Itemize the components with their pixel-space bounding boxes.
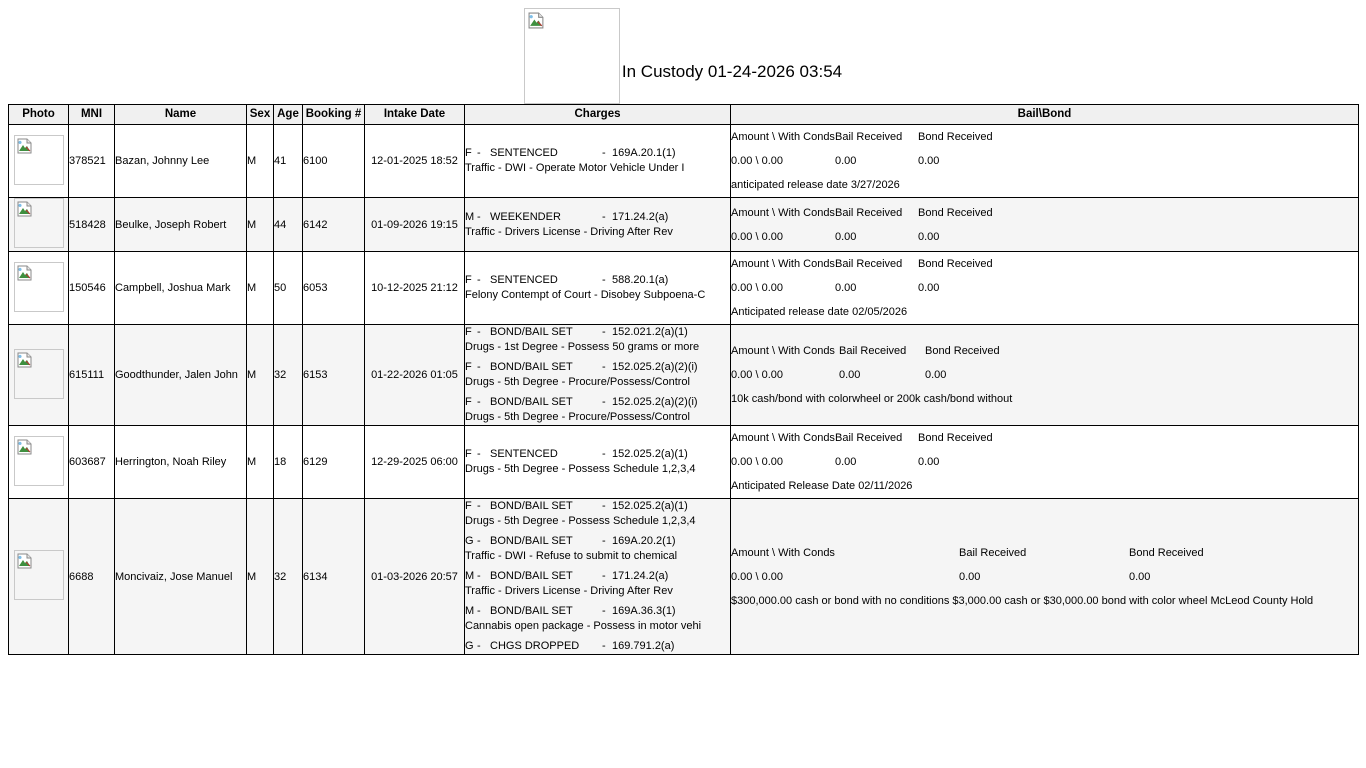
bail-bond-value-row <box>731 450 1358 474</box>
charge-statute-code: 171.24.2(a) <box>612 570 669 582</box>
bail-bond-grid <box>731 339 1358 411</box>
column-header-name[interactable]: Name <box>115 105 247 125</box>
charge-status: BOND/BAIL SET <box>490 361 573 373</box>
bail-bond-grid <box>731 201 1358 249</box>
bail-received-header: Bail Received <box>959 546 1027 559</box>
bail-bond-header-row <box>731 339 1358 363</box>
charge-description: Drugs - 5th Degree - Possess Schedule 1,2,3,4 <box>465 463 696 475</box>
charge-separator: - <box>602 640 606 652</box>
charge-status: BOND/BAIL SET <box>490 500 573 512</box>
inmate-photo-placeholder <box>14 198 64 248</box>
bail-received-value: 0.00 <box>835 456 857 468</box>
table-row[interactable] <box>9 125 1359 198</box>
column-header-photo[interactable]: Photo <box>9 105 69 125</box>
bail-bond-value-row <box>731 149 1358 173</box>
charge-level: M <box>465 210 475 223</box>
charge-separator: - <box>602 448 606 460</box>
bond-received-header: Bond Received <box>918 131 993 143</box>
charge-separator: - <box>602 396 606 408</box>
charge-summary-line <box>465 325 730 340</box>
table-body <box>9 125 1359 655</box>
inmate-bail-bond-cell <box>731 325 1359 426</box>
charge-separator: - <box>602 210 606 223</box>
charge-status: BOND/BAIL SET <box>490 570 573 582</box>
charge-dash: - <box>477 147 481 159</box>
broken-image-icon <box>17 201 33 217</box>
charge-status: CHGS DROPPED <box>490 640 580 652</box>
charge-dash: - <box>477 361 481 373</box>
inmate-photo-placeholder <box>14 349 64 399</box>
bail-received-header: Bail Received <box>835 131 903 143</box>
bond-received-header: Bond Received <box>918 432 993 444</box>
inmate-mni: 150546 <box>69 252 115 325</box>
charge-level: M <box>465 605 475 617</box>
broken-image-icon <box>17 265 33 281</box>
charge-level: F <box>465 500 472 512</box>
bail-bond-note: Anticipated Release Date 02/11/2026 <box>731 480 913 492</box>
charge-dash: - <box>477 570 481 582</box>
bail-received-header: Bail Received <box>839 345 907 357</box>
charge-description: Drugs - 5th Degree - Procure/Possess/Control <box>465 411 690 423</box>
charge-entry <box>465 210 730 240</box>
charge-entry <box>465 325 730 355</box>
bail-amount-value: 0.00 \ 0.00 <box>731 456 783 468</box>
inmate-bail-bond-cell <box>731 426 1359 499</box>
column-header-bail[interactable]: Bail\Bond <box>731 105 1359 125</box>
charge-separator: - <box>602 605 606 617</box>
column-header-intake[interactable]: Intake Date <box>365 105 465 125</box>
broken-image-icon <box>17 553 33 569</box>
bond-received-value: 0.00 <box>918 230 940 243</box>
bail-bond-header-row <box>731 125 1358 149</box>
inmate-name: Beulke, Joseph Robert <box>115 198 247 252</box>
charge-dash: - <box>477 326 481 338</box>
header-inner <box>524 6 842 104</box>
bail-bond-grid <box>731 541 1358 613</box>
charge-summary-line <box>465 146 730 161</box>
inmate-photo-placeholder <box>14 135 64 185</box>
column-header-mni[interactable]: MNI <box>69 105 115 125</box>
bail-bond-header-row <box>731 201 1358 225</box>
bond-received-header: Bond Received <box>925 345 1000 357</box>
bail-amount-value: 0.00 \ 0.00 <box>731 282 783 294</box>
charge-dash: - <box>477 500 481 512</box>
charge-level: F <box>465 326 472 338</box>
charge-entry <box>465 360 730 390</box>
table-header-row <box>9 105 1359 125</box>
inmate-age: 32 <box>274 499 303 655</box>
column-header-charges[interactable]: Charges <box>465 105 731 125</box>
charge-separator: - <box>602 570 606 582</box>
charge-statute-code: 152.025.2(a)(2)(i) <box>612 361 698 373</box>
bail-amount-value: 0.00 \ 0.00 <box>731 369 783 381</box>
charge-summary-line <box>465 534 730 549</box>
charge-description: Traffic - DWI - Refuse to submit to chemical <box>465 550 678 562</box>
charge-statute-code: 169.791.2(a) <box>612 640 675 652</box>
charge-entry <box>465 499 730 529</box>
charge-level: M <box>465 570 475 582</box>
bail-received-value: 0.00 <box>959 570 981 583</box>
table-row[interactable] <box>9 198 1359 252</box>
charge-summary-line <box>465 447 730 462</box>
inmate-photo-cell <box>9 252 69 325</box>
charge-summary-line <box>465 639 730 654</box>
bail-received-header: Bail Received <box>835 432 903 444</box>
inmate-photo-cell <box>9 125 69 198</box>
charge-entry <box>465 534 730 564</box>
inmate-sex: M <box>247 426 274 499</box>
table-row[interactable] <box>9 252 1359 325</box>
charge-statute-code: 169A.20.2(1) <box>612 535 676 547</box>
bail-bond-header-row <box>731 541 1358 565</box>
custody-table-wrapper <box>0 104 1366 655</box>
bond-received-value: 0.00 <box>1129 570 1151 583</box>
broken-image-icon <box>17 352 33 368</box>
bail-received-value: 0.00 <box>835 155 857 167</box>
bail-bond-grid <box>731 125 1358 197</box>
table-header <box>9 105 1359 125</box>
inmate-mni: 615111 <box>69 325 115 426</box>
inmate-booking-number: 6153 <box>303 325 365 426</box>
charge-status: BOND/BAIL SET <box>490 396 573 408</box>
charge-statute-code: 152.025.2(a)(2)(i) <box>612 396 698 408</box>
charge-separator: - <box>602 361 606 373</box>
inmate-name: Herrington, Noah Riley <box>115 426 247 499</box>
bail-amount-header: Amount \ With Conds <box>731 258 835 270</box>
inmate-bail-bond-cell <box>731 499 1359 655</box>
bond-received-header: Bond Received <box>1129 546 1204 559</box>
inmate-name: Campbell, Joshua Mark <box>115 252 247 325</box>
column-header-sex[interactable]: Sex <box>247 105 274 125</box>
bail-amount-header: Amount \ With Conds <box>731 345 835 357</box>
bail-amount-header: Amount \ With Conds <box>731 206 835 219</box>
charge-summary-line <box>465 360 730 375</box>
charge-statute-code: 152.025.2(a)(1) <box>612 500 688 512</box>
charge-statute-code: 152.021.2(a)(1) <box>612 326 688 338</box>
bail-bond-value-row <box>731 225 1358 249</box>
inmate-booking-number: 6129 <box>303 426 365 499</box>
inmate-intake-date: 01-22-2026 01:05 <box>365 325 465 426</box>
inmate-photo-placeholder <box>14 436 64 486</box>
charge-entry <box>465 639 730 654</box>
inmate-bail-bond-cell <box>731 198 1359 252</box>
page-header <box>0 0 1366 104</box>
bail-amount-value: 0.00 \ 0.00 <box>731 155 783 167</box>
charge-entry <box>465 604 730 634</box>
charge-separator: - <box>602 535 606 547</box>
bail-bond-value-row <box>731 276 1358 300</box>
bail-bond-header-row <box>731 252 1358 276</box>
inmate-intake-date: 12-01-2025 18:52 <box>365 125 465 198</box>
charge-dash: - <box>477 210 481 223</box>
charge-level: F <box>465 396 472 408</box>
agency-logo-placeholder <box>524 8 620 104</box>
bail-bond-grid <box>731 426 1358 498</box>
table-row[interactable] <box>9 499 1359 655</box>
inmate-booking-number: 6142 <box>303 198 365 252</box>
charge-summary-line <box>465 569 730 584</box>
inmate-mni: 6688 <box>69 499 115 655</box>
inmate-charges-cell <box>465 252 731 325</box>
charge-level: G <box>465 640 474 652</box>
inmate-charges-cell <box>465 426 731 499</box>
charge-description: Traffic - Drivers License - Driving After Rev <box>465 585 673 597</box>
inmate-charges-cell <box>465 325 731 426</box>
charge-entry <box>465 146 730 176</box>
inmate-photo-placeholder <box>14 262 64 312</box>
charge-status: SENTENCED <box>490 448 558 460</box>
inmate-booking-number: 6100 <box>303 125 365 198</box>
bond-received-header: Bond Received <box>918 258 993 270</box>
charge-summary-line <box>465 395 730 410</box>
broken-image-icon <box>17 439 33 455</box>
charge-description: Felony Contempt of Court - Disobey Subpoena-C <box>465 289 706 301</box>
inmate-photo-placeholder <box>14 550 64 600</box>
charge-status: WEEKENDER <box>490 210 561 223</box>
inmate-mni: 518428 <box>69 198 115 252</box>
bail-bond-note: Anticipated release date 02/05/2026 <box>731 306 908 318</box>
charge-statute-code: 588.20.1(a) <box>612 274 669 286</box>
charge-description: Cannabis open package - Possess in motor vehi <box>465 620 702 632</box>
column-header-age[interactable]: Age <box>274 105 303 125</box>
bond-received-value: 0.00 <box>918 155 940 167</box>
charge-status: BOND/BAIL SET <box>490 326 573 338</box>
charge-summary-line <box>465 499 730 514</box>
inmate-name: Bazan, Johnny Lee <box>115 125 247 198</box>
charge-description: Drugs - 5th Degree - Possess Schedule 1,2,3,4 <box>465 515 696 527</box>
charge-description: Traffic - DWI - Operate Motor Vehicle Under I <box>465 162 685 174</box>
bail-bond-note: anticipated release date 3/27/2026 <box>731 179 900 191</box>
bail-bond-header-row <box>731 426 1358 450</box>
charge-level: F <box>465 448 472 460</box>
charge-separator: - <box>602 326 606 338</box>
bail-received-header: Bail Received <box>835 258 903 270</box>
inmate-booking-number: 6134 <box>303 499 365 655</box>
bond-received-value: 0.00 <box>918 456 940 468</box>
bail-bond-note: 10k cash/bond with colorwheel or 200k cash/bond without <box>731 393 1013 405</box>
bail-received-value: 0.00 <box>839 369 861 381</box>
charge-summary-line <box>465 604 730 619</box>
bail-amount-header: Amount \ With Conds <box>731 131 835 143</box>
bail-amount-value: 0.00 \ 0.00 <box>731 230 783 243</box>
charge-entry <box>465 395 730 425</box>
charge-entry <box>465 273 730 303</box>
inmate-sex: M <box>247 499 274 655</box>
bail-received-value: 0.00 <box>835 282 857 294</box>
table-row[interactable] <box>9 325 1359 426</box>
inmate-bail-bond-cell <box>731 125 1359 198</box>
inmate-mni: 603687 <box>69 426 115 499</box>
inmate-charges-cell <box>465 198 731 252</box>
bail-amount-header: Amount \ With Conds <box>731 432 835 444</box>
inmate-intake-date: 01-03-2026 20:57 <box>365 499 465 655</box>
inmate-charges-cell <box>465 125 731 198</box>
broken-image-icon <box>17 138 33 154</box>
inmate-booking-number: 6053 <box>303 252 365 325</box>
charge-status: SENTENCED <box>490 147 558 159</box>
charge-status: BOND/BAIL SET <box>490 535 573 547</box>
inmate-intake-date: 12-29-2025 06:00 <box>365 426 465 499</box>
charge-description: Drugs - 5th Degree - Procure/Possess/Control <box>465 376 690 388</box>
inmate-age: 32 <box>274 325 303 426</box>
inmate-sex: M <box>247 198 274 252</box>
inmate-sex: M <box>247 125 274 198</box>
bail-bond-grid <box>731 252 1358 324</box>
table-row[interactable] <box>9 426 1359 499</box>
inmate-intake-date: 01-09-2026 19:15 <box>365 198 465 252</box>
charge-separator: - <box>602 500 606 512</box>
inmate-sex: M <box>247 325 274 426</box>
charge-entry <box>465 447 730 477</box>
charge-status: BOND/BAIL SET <box>490 605 573 617</box>
charge-statute-code: 169A.20.1(1) <box>612 147 676 159</box>
charge-level: F <box>465 361 472 373</box>
charge-separator: - <box>602 274 606 286</box>
charge-summary-line <box>465 210 730 225</box>
inmate-charges-cell <box>465 499 731 655</box>
bond-received-value: 0.00 <box>918 282 940 294</box>
inmate-mni: 378521 <box>69 125 115 198</box>
inmate-age: 41 <box>274 125 303 198</box>
charge-dash: - <box>477 605 481 617</box>
charge-dash: - <box>477 640 481 652</box>
charge-dash: - <box>477 448 481 460</box>
inmate-photo-cell <box>9 325 69 426</box>
charge-description: Traffic - Drivers License - Driving After Rev <box>465 225 673 238</box>
inmate-name: Moncivaiz, Jose Manuel <box>115 499 247 655</box>
charge-entry <box>465 569 730 599</box>
bail-received-header: Bail Received <box>835 206 903 219</box>
bail-amount-header: Amount \ With Conds <box>731 546 835 559</box>
inmate-age: 18 <box>274 426 303 499</box>
bail-bond-value-row <box>731 363 1358 387</box>
inmate-age: 50 <box>274 252 303 325</box>
charge-dash: - <box>477 274 481 286</box>
inmate-bail-bond-cell <box>731 252 1359 325</box>
charge-description: Drugs - 1st Degree - Possess 50 grams or more <box>465 341 700 353</box>
bond-received-value: 0.00 <box>925 369 947 381</box>
charge-dash: - <box>477 396 481 408</box>
column-header-booking[interactable]: Booking # <box>303 105 365 125</box>
charge-statute-code: 171.24.2(a) <box>612 210 669 223</box>
charge-dash: - <box>477 535 481 547</box>
broken-image-icon <box>528 12 545 29</box>
charge-status: SENTENCED <box>490 274 558 286</box>
inmate-photo-cell <box>9 426 69 499</box>
inmate-photo-cell <box>9 198 69 252</box>
inmate-sex: M <box>247 252 274 325</box>
bond-received-header: Bond Received <box>918 206 993 219</box>
in-custody-table <box>8 104 1359 655</box>
charge-statute-code: 152.025.2(a)(1) <box>612 448 688 460</box>
charge-level: G <box>465 535 474 547</box>
inmate-intake-date: 10-12-2025 21:12 <box>365 252 465 325</box>
page-title: In Custody 01-24-2026 03:54 <box>621 62 843 81</box>
bail-bond-note: $300,000.00 cash or bond with no conditions $3,000.00 cash or $30,000.00 bond with color wheel McLeod County Hold <box>731 594 1314 607</box>
charge-level: F <box>465 147 472 159</box>
bail-bond-value-row <box>731 565 1358 589</box>
charge-summary-line <box>465 273 730 288</box>
inmate-age: 44 <box>274 198 303 252</box>
bail-received-value: 0.00 <box>835 230 857 243</box>
charge-level: F <box>465 274 472 286</box>
charge-statute-code: 169A.36.3(1) <box>612 605 676 617</box>
inmate-name: Goodthunder, Jalen John <box>115 325 247 426</box>
charge-separator: - <box>602 147 606 159</box>
inmate-photo-cell <box>9 499 69 655</box>
bail-amount-value: 0.00 \ 0.00 <box>731 570 783 583</box>
